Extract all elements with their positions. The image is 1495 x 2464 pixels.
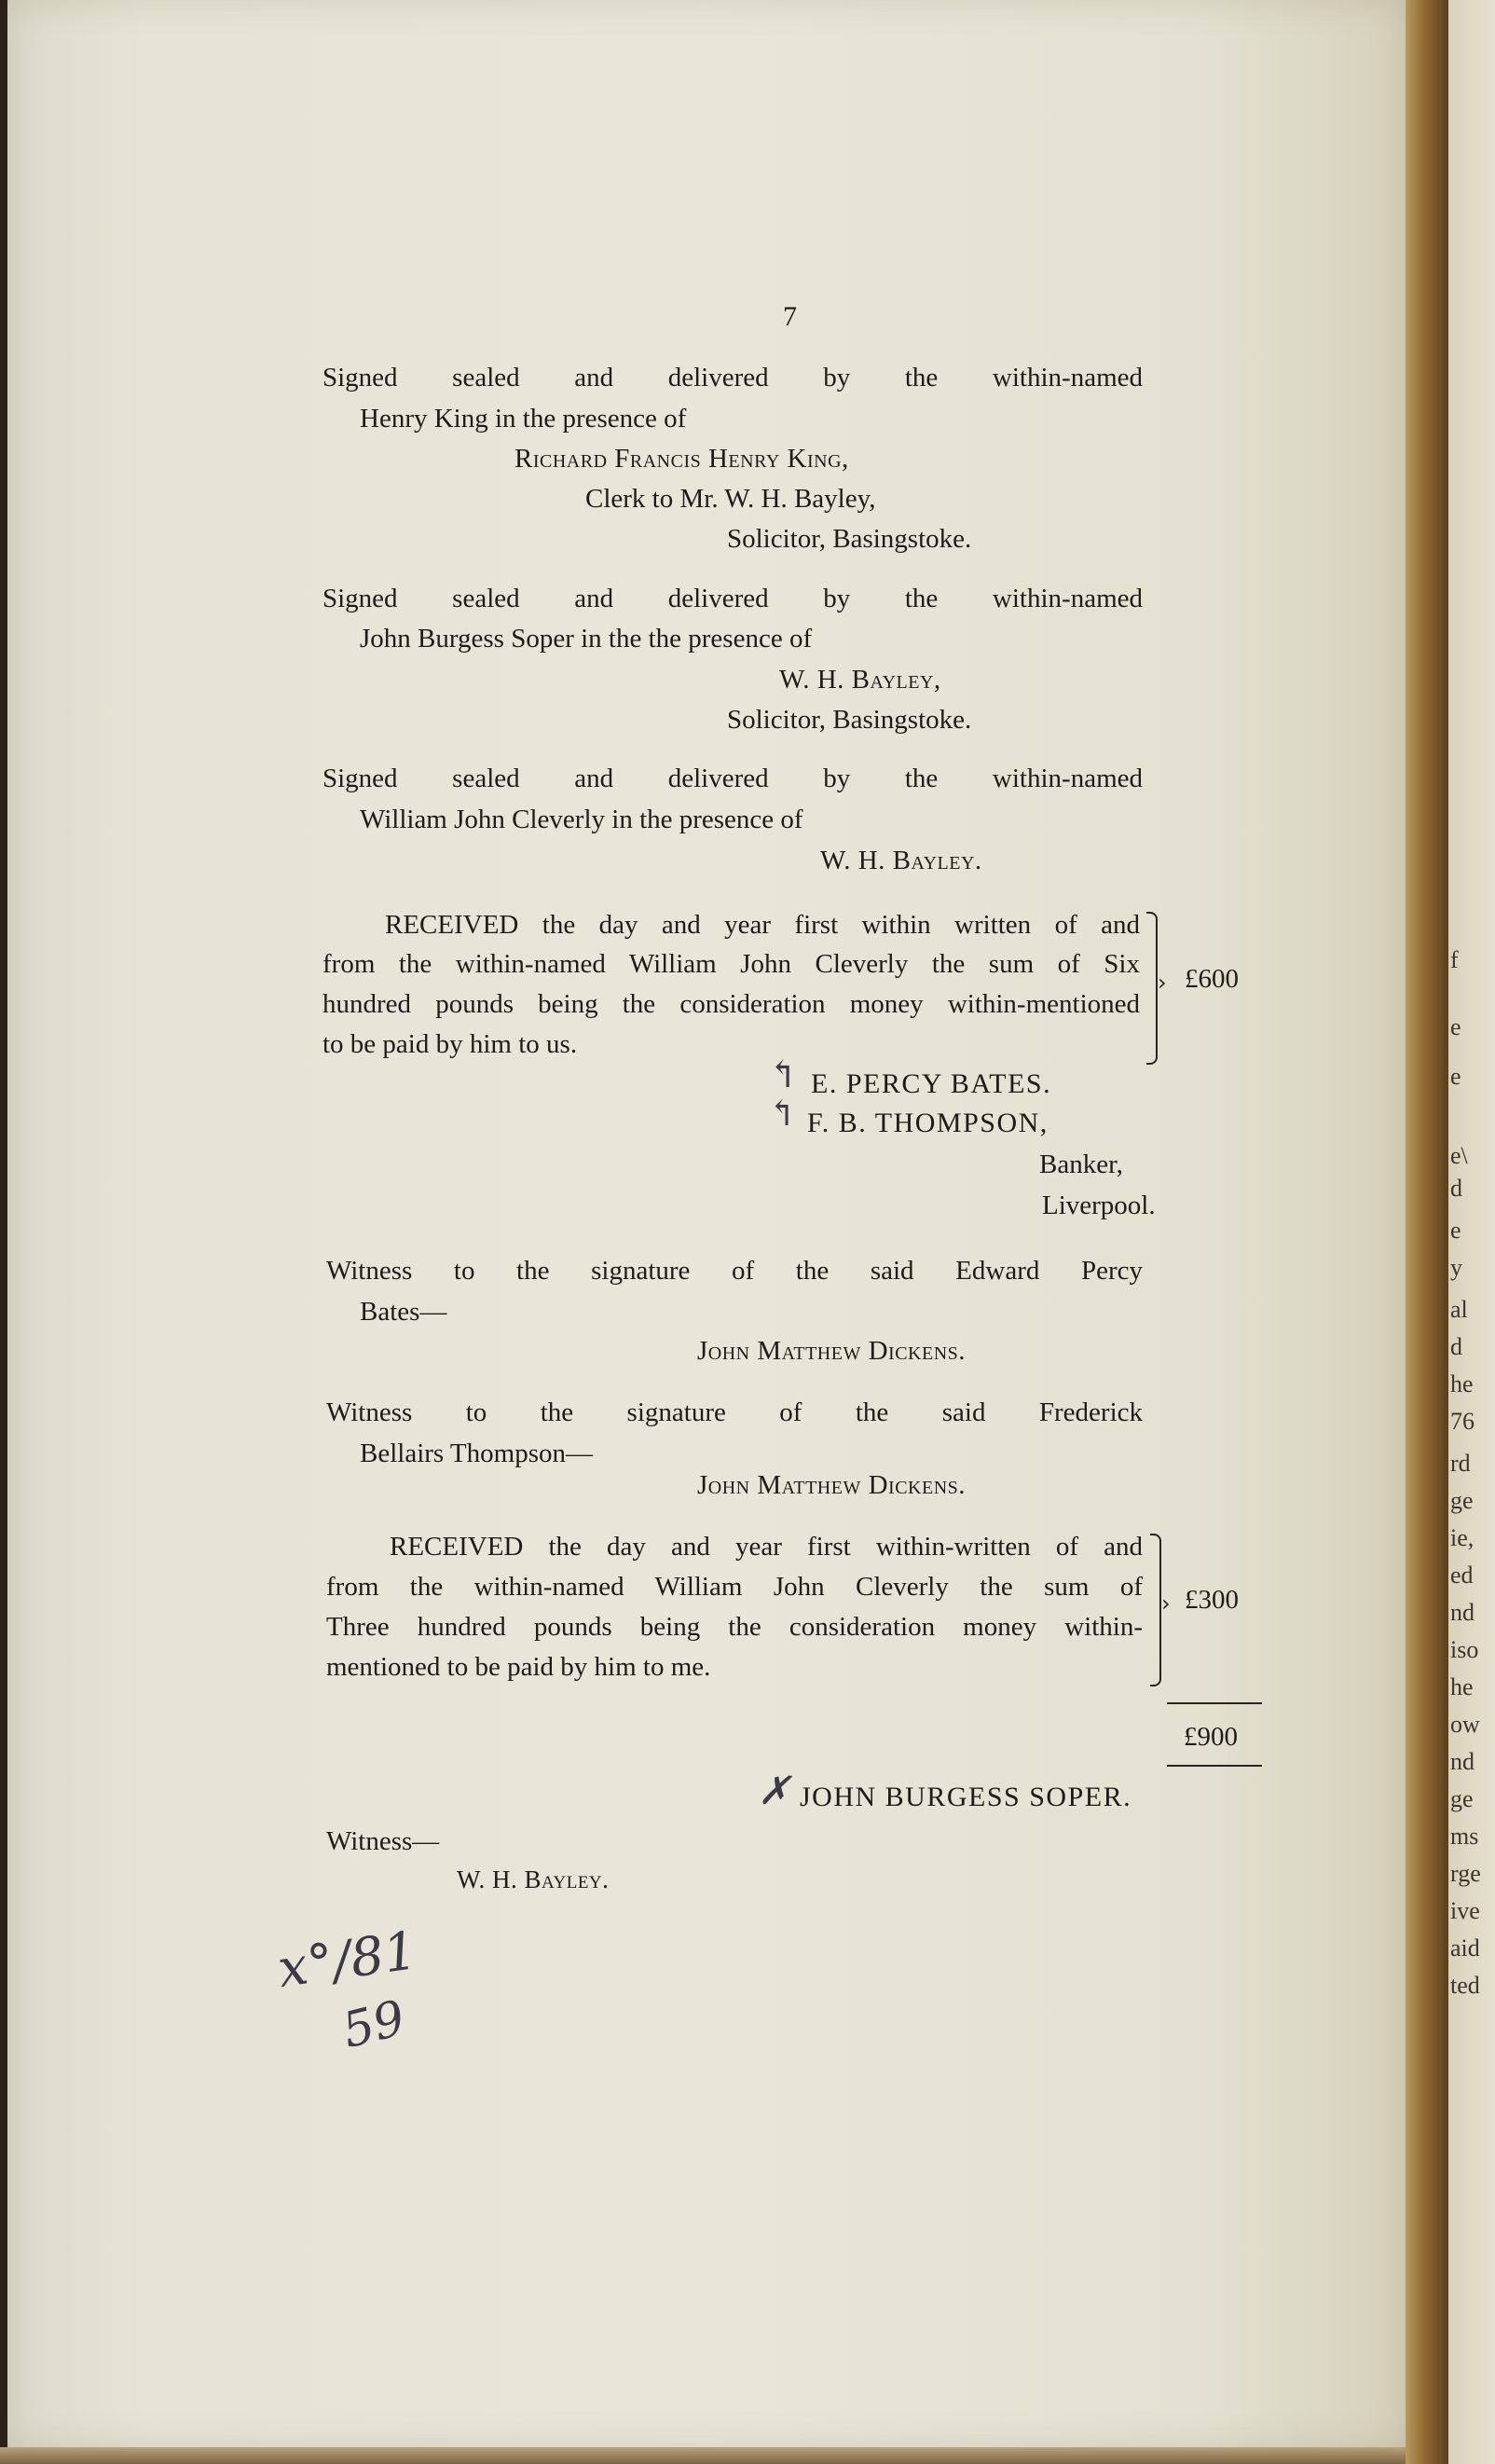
adjacent-page-edge: [1448, 0, 1495, 2464]
edge-fragment: ge: [1450, 1785, 1474, 1812]
attestation-2-line-1: Signed sealed and delivered by the within-named: [322, 584, 1143, 613]
edge-fragment: e: [1450, 1217, 1461, 1244]
total-rule-bottom: [1167, 1765, 1262, 1767]
edge-fragment: e: [1450, 1063, 1461, 1090]
total-amount: £900: [1184, 1722, 1238, 1752]
receipt-2-signatory: JOHN BURGESS SOPER.: [800, 1782, 1132, 1812]
receipt-2-brace: [1150, 1534, 1161, 1686]
edge-fragment: he: [1450, 1370, 1474, 1397]
attestation-1-witness-name: Richard Francis Henry King,: [514, 444, 849, 474]
attestation-1-line-2: Henry King in the presence of: [360, 404, 687, 434]
receipt-2-amount: £300: [1185, 1585, 1239, 1615]
final-witness-label: Witness—: [326, 1826, 440, 1856]
witness-block-1-line-2: Bates—: [360, 1297, 447, 1327]
attestation-2-witness-place: Solicitor, Basingstoke.: [727, 705, 972, 735]
receipt-2-line-3: Three hundred pounds being the consideration money within-: [326, 1612, 1143, 1642]
page-bottom-edge: [0, 2447, 1406, 2464]
receipt-2-line-1: RECEIVED the day and year first within-written of and: [390, 1532, 1143, 1562]
attestation-2-witness-name: W. H. Bayley,: [779, 665, 941, 695]
receipt-2-brace-tip: ›: [1161, 1590, 1171, 1617]
edge-fragment: nd: [1450, 1748, 1474, 1775]
edge-fragment: ed: [1450, 1562, 1474, 1589]
edge-fragment: d: [1450, 1175, 1462, 1202]
edge-fragment: ms: [1450, 1823, 1479, 1850]
attestation-3-line-1: Signed sealed and delivered by the within-named: [322, 764, 1143, 793]
receipt-1-line-3: hundred pounds being the consideration money within-mentioned: [322, 989, 1140, 1019]
edge-fragment: ive: [1450, 1897, 1480, 1924]
receipt-1-line-1: RECEIVED the day and year first within written of and: [385, 910, 1140, 940]
receipt-1-signatory-1: E. PERCY BATES.: [811, 1068, 1052, 1099]
receipt-1-line-2: from the within-named William John Cleverly the sum of Six: [322, 949, 1140, 979]
receipt-1-signatory-place: Liverpool.: [1042, 1191, 1156, 1220]
edge-fragment: ie,: [1450, 1524, 1474, 1551]
attestation-1-witness-title: Clerk to Mr. W. H. Bayley,: [585, 484, 876, 514]
edge-fragment: rd: [1450, 1450, 1471, 1477]
edge-fragment: rge: [1450, 1860, 1481, 1887]
attestation-1-witness-place: Solicitor, Basingstoke.: [727, 524, 972, 554]
edge-fragment: y: [1450, 1254, 1462, 1281]
mark-cross-3: ✗: [758, 1768, 791, 1813]
edge-fragment: e: [1450, 1013, 1461, 1040]
edge-fragment: iso: [1450, 1636, 1479, 1663]
edge-fragment: he: [1450, 1673, 1474, 1700]
mark-cross-1: ↰: [767, 1053, 799, 1096]
document-page: [7, 0, 1406, 2447]
attestation-1-line-1: Signed sealed and delivered by the within-named: [322, 363, 1143, 392]
receipt-1-signatory-2: F. B. THOMPSON,: [807, 1108, 1049, 1138]
witness-block-2-line-2: Bellairs Thompson—: [360, 1438, 593, 1468]
edge-fragment: 76: [1450, 1408, 1474, 1435]
edge-fragment: al: [1450, 1296, 1468, 1323]
edge-fragment: ge: [1450, 1487, 1474, 1514]
receipt-1-line-4: to be paid by him to us.: [322, 1029, 578, 1059]
receipt-2-line-2: from the within-named William John Cleverly the sum of: [326, 1572, 1143, 1602]
handwritten-annotation-bottom: 59: [336, 1989, 411, 2060]
receipt-1-amount: £600: [1185, 964, 1239, 994]
receipt-1-signatory-role: Banker,: [1039, 1149, 1123, 1179]
attestation-3-line-2: William John Cleverly in the presence of: [360, 805, 803, 834]
final-witness-name: W. H. Bayley.: [457, 1865, 610, 1893]
mark-cross-2: ↰: [767, 1093, 797, 1134]
edge-fragment: ow: [1450, 1711, 1480, 1738]
receipt-1-brace-tip: ›: [1158, 970, 1167, 996]
edge-fragment: aid: [1450, 1934, 1480, 1962]
edge-fragment: ted: [1450, 1972, 1480, 1999]
witness-block-1-line-1: Witness to the signature of the said Edward Percy: [326, 1256, 1143, 1286]
edge-fragment: f: [1450, 946, 1459, 973]
witness-block-2-name: John Matthew Dickens.: [697, 1470, 967, 1500]
handwritten-annotation-top: x°/81: [274, 1920, 421, 2001]
witness-block-1-name: John Matthew Dickens.: [697, 1336, 967, 1366]
edge-fragment: d: [1450, 1333, 1462, 1360]
book-binding-gutter: [1406, 0, 1448, 2464]
page-number: 7: [783, 301, 797, 332]
witness-block-2-line-1: Witness to the signature of the said Frederick: [326, 1397, 1143, 1427]
receipt-1-brace: [1146, 912, 1158, 1065]
total-rule-top: [1167, 1702, 1262, 1704]
attestation-2-line-2: John Burgess Soper in the the presence of: [360, 624, 813, 654]
attestation-3-witness-name: W. H. Bayley.: [820, 846, 982, 875]
edge-fragment: e\: [1450, 1142, 1468, 1169]
edge-fragment: nd: [1450, 1599, 1474, 1626]
receipt-2-line-4: mentioned to be paid by him to me.: [326, 1652, 711, 1682]
